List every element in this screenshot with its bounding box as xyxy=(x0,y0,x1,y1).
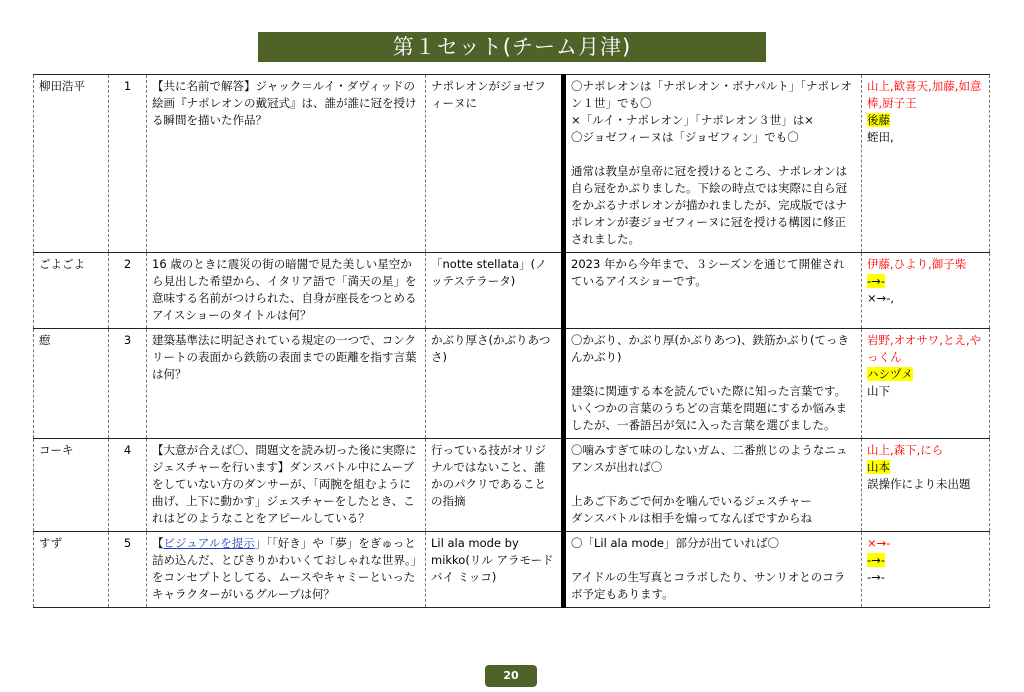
results-red: 岩野,オオサワ,とえ,やっくん xyxy=(867,333,982,364)
author-cell: すず xyxy=(34,532,109,608)
visual-link[interactable]: ビジュアルを提示 xyxy=(163,536,255,550)
note-line: ×「ルイ・ナポレオン」「ナポレオン３世」は× xyxy=(571,113,814,127)
question-row xyxy=(34,532,990,608)
page-number: 20 xyxy=(485,665,537,687)
results-cell xyxy=(862,329,990,439)
set-title: 第１セット(チーム月津) xyxy=(258,32,766,62)
author-cell: ごよごよ xyxy=(34,253,109,329)
results-red: 伊藤,ひより,御子柴 xyxy=(867,257,967,271)
results-cell xyxy=(862,439,990,532)
results-red-line xyxy=(867,78,984,112)
notes-cell xyxy=(564,75,862,253)
question-row xyxy=(34,253,990,329)
note-line: 〇噛みすぎて味のしないガム、二番煎じのようなニュアンスが出れば〇 xyxy=(571,443,848,474)
question-row xyxy=(34,75,990,253)
results-plain-line xyxy=(867,569,984,586)
notes-spacer xyxy=(571,552,856,569)
question-cell xyxy=(147,532,426,608)
question-row xyxy=(34,329,990,439)
results-plain-line xyxy=(867,129,984,146)
results-plain: 蛭田, xyxy=(867,130,894,144)
results-red-line xyxy=(867,256,984,273)
results-highlight: 山本 xyxy=(867,460,890,474)
note-line: 〇かぶり、かぶり厚(かぶりあつ)、鉄筋かぶり(てっきんかぶり) xyxy=(571,333,849,364)
results-highlight-line xyxy=(867,459,984,476)
question-number: 3 xyxy=(109,329,147,439)
notes-spacer xyxy=(571,366,856,383)
results-highlight-line xyxy=(867,552,984,569)
notes-cell xyxy=(564,329,862,439)
results-cell xyxy=(862,532,990,608)
results-red: ×→- xyxy=(867,536,891,550)
author-cell: コーキ xyxy=(34,439,109,532)
answer-cell: かぶり厚さ(かぶりあつさ) xyxy=(426,329,564,439)
results-plain: 山下 xyxy=(867,384,890,398)
note-line: 上あご下あごで何かを噛んでいるジェスチャー xyxy=(571,494,812,508)
question-text: 」「「好き」や「夢」をぎゅっと詰め込んだ、とびきりかわいくておしゃれな世界。」をコンセプトとしてる、ムースやキャミーといったキャラクターがいるグループは何？ xyxy=(152,536,417,601)
results-plain-line xyxy=(867,290,984,307)
question-number: 5 xyxy=(109,532,147,608)
results-plain: ×→-, xyxy=(867,291,895,305)
results-highlight: ハシヅメ xyxy=(867,367,913,381)
question-row xyxy=(34,439,990,532)
results-highlight-line xyxy=(867,273,984,290)
author-cell: 柳田浩平 xyxy=(34,75,109,253)
note-line: 2023 年から今年まで、３シーズンを通じて開催されているアイスショーです。 xyxy=(571,257,845,288)
question-cell: 16 歳のときに震災の街の暗闇で見た美しい星空から見出した希望から、イタリア語で「満天の星」を意味する名前がつけられた、自身が座長をつとめるアイスショーのタイトルは何？ xyxy=(147,253,426,329)
results-plain: -→- xyxy=(867,570,885,584)
notes-spacer xyxy=(571,146,856,163)
results-cell xyxy=(862,253,990,329)
results-red: 山上,歓喜天,加藤,如意棒,厨子王 xyxy=(867,79,982,110)
question-table-body xyxy=(34,75,990,608)
results-highlight-line xyxy=(867,366,984,383)
results-red-line xyxy=(867,332,984,366)
bracket-text: 【 xyxy=(152,536,164,550)
results-red-line xyxy=(867,442,984,459)
results-red: 山上,森下,にら xyxy=(867,443,944,457)
note-line: 〇ナポレオンは「ナポレオン・ボナパルト」「ナポレオン１世」でも〇 xyxy=(571,79,853,110)
answer-cell: 行っている技がオリジナルではないこと、誰かのパクリであることの指摘 xyxy=(426,439,564,532)
question-number: 4 xyxy=(109,439,147,532)
note-line: 建築に関連する本を読んでいた際に知った言葉です。いくつかの言葉のうちどの言葉を問題にするか悩みましたが、一番語呂が気に入った言葉を選びました。 xyxy=(571,384,847,432)
question-table xyxy=(33,74,990,608)
question-number: 2 xyxy=(109,253,147,329)
results-red-line xyxy=(867,535,984,552)
note-line: 通常は教皇が皇帝に冠を授けるところ、ナポレオンは自ら冠をかぶりました。下絵の時点では実際に自ら冠をかぶるナポレオンが描かれましたが、完成版ではナポレオンが妻ジョゼフィーヌに冠を授ける構図に修正されました。 xyxy=(571,164,847,246)
note-line: 〇「Lil ala mode」部分が出ていれば〇 xyxy=(571,536,780,550)
notes-cell xyxy=(564,439,862,532)
results-highlight: -→- xyxy=(867,553,885,567)
results-cell xyxy=(862,75,990,253)
note-line: ダンスバトルは相手を煽ってなんぼですからね xyxy=(571,511,813,525)
answer-cell: ナポレオンがジョゼフィーヌに xyxy=(426,75,564,253)
answer-cell: Lil ala mode by mikko(リル アラモード バイ ミッコ) xyxy=(426,532,564,608)
results-highlight: -→- xyxy=(867,274,885,288)
results-plain-line xyxy=(867,476,984,493)
note-line: 〇ジョゼフィーヌは「ジョゼフィン」でも〇 xyxy=(571,130,799,144)
question-cell: 【大意が合えば〇、問題文を読み切った後に実際にジェスチャーを行います】ダンスバトル中にムーブをしていない方のダンサーが、「両腕を組むように曲げ、上下に動かす」ジェスチャーをしたとき、これはどのようなことをアピールしている？ xyxy=(147,439,426,532)
results-plain: 誤操作により未出題 xyxy=(867,477,971,491)
question-cell: 建築基準法に明記されている規定の一つで、コンクリートの表面から鉄筋の表面までの距離を指す言葉は何？ xyxy=(147,329,426,439)
results-highlight-line xyxy=(867,112,984,129)
notes-cell xyxy=(564,532,862,608)
notes-spacer xyxy=(571,476,856,493)
results-plain-line xyxy=(867,383,984,400)
question-cell: 【共に名前で解答】ジャック＝ルイ・ダヴィッドの絵画『ナポレオンの戴冠式』は、誰が誰に冠を授ける瞬間を描いた作品？ xyxy=(147,75,426,253)
question-number: 1 xyxy=(109,75,147,253)
answer-cell: 「notte stellata」(ノッテステラータ) xyxy=(426,253,564,329)
notes-cell xyxy=(564,253,862,329)
results-highlight: 後藤 xyxy=(867,113,890,127)
author-cell: 瘛 xyxy=(34,329,109,439)
note-line: アイドルの生写真とコラボしたり、サンリオとのコラボ予定もあります。 xyxy=(571,570,846,601)
